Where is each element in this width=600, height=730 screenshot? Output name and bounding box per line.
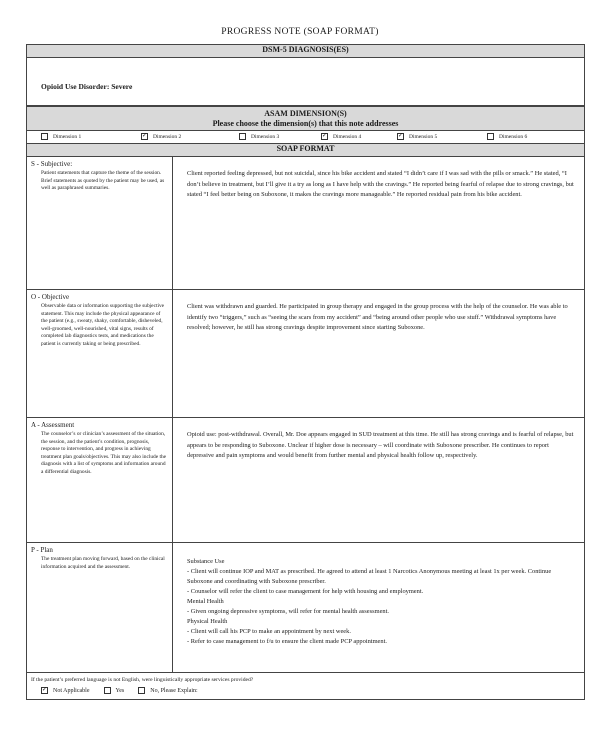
dimension-4[interactable]: [321, 133, 361, 140]
dimension-1-checkbox[interactable]: [41, 133, 48, 140]
plan-line: - Given ongoing depressive symptoms, will refer for mental health assessment.: [187, 608, 389, 615]
assessment-heading: A - Assessment: [31, 421, 75, 429]
plan-note[interactable]: [187, 557, 577, 647]
assessment-note[interactable]: Opioid use: post-withdrawal. Overall, Mr. Doe appears engaged in SUD treatment at this time. He still has strong cravings and is fearful of relapse, but appears to be responding to Suboxone. Unclear if higher dose is necessary – will coordinate with Suboxone prescriber. He continues to report depressive and pain symptoms and would benefit from further mental and physical health follow up, respectively.: [187, 431, 574, 459]
dimension-3-label: Dimension 3: [251, 133, 280, 140]
plan-line-substance-use: Substance Use: [187, 558, 225, 565]
plan-heading: P - Plan: [31, 546, 53, 554]
document-title: PROGRESS NOTE (SOAP FORMAT): [221, 27, 379, 37]
language-services-question: If the patient’s preferred language is not English, were linguistically appropriate services provided?: [31, 677, 254, 683]
option-no-explain[interactable]: [138, 687, 198, 694]
dimension-2-label: Dimension 2: [153, 133, 182, 140]
dimension-6[interactable]: [487, 133, 527, 140]
dimension-2-checkbox[interactable]: ✓: [142, 133, 148, 139]
option-not-applicable[interactable]: [41, 687, 90, 694]
language-services-options: [41, 687, 212, 694]
objective-row: [27, 290, 584, 418]
objective-description: Observable data or information supporting the subjective statement. This may include the physical appearance of the patient (e.g., sweaty, shaky, comfortable, disheveled, well-groomed, well-nourished, vital signs, results of completed lab diagnostics tests, and medications the patient is currently taking or being prescribed.: [41, 303, 165, 347]
asam-header-block: [27, 106, 584, 131]
form-frame: [26, 44, 585, 700]
subjective-note[interactable]: Client reported feeling depressed, but not suicidal, since his bike accident and stated “I didn’t care if I was sad with the pills or smack.” He stated, “I don’t believe in treatment, but I’ll give it a try as long as I have help with the cravings.” He reported being fearful of relapse due to strong cravings, but stated “I feel better being on Suboxone, it makes the cravings more manageable.” He reported residual pain from his bike accident.: [187, 170, 574, 198]
plan-label-cell: [27, 543, 173, 672]
objective-label-cell: [27, 290, 173, 417]
dimension-2[interactable]: [141, 133, 181, 140]
plan-line: - Client will call his PCP to make an appointment by next week.: [187, 628, 351, 635]
dimension-1-label: Dimension 1: [53, 133, 82, 140]
subjective-label-cell: [27, 157, 173, 289]
dsm-diagnosis-box: [27, 58, 584, 106]
objective-note[interactable]: Client was withdrawn and guarded. He participated in group therapy and engaged in the group process with the help of the counselor. He was able to identify two “triggers,” such as “seeing the scars from my accident” and “being around other people who use stuff.” Withdrawal symptoms have resolved; however, he still has strong cravings despite improvement since starting Suboxone.: [187, 303, 568, 331]
plan-line-physical-health: Physical Health: [187, 618, 228, 625]
objective-heading: O - Objective: [31, 293, 70, 301]
subjective-heading: S - Subjective:: [31, 160, 73, 168]
asam-dimensions-row: [27, 131, 584, 144]
yes-label: Yes: [115, 687, 125, 694]
plan-line: - Refer to case management to f/u to ensure the client made PCP appointment.: [187, 638, 387, 645]
yes-checkbox[interactable]: [104, 687, 111, 694]
asam-subheader: Please choose the dimension(s) that this note addresses: [212, 119, 399, 128]
assessment-label-cell: [27, 418, 173, 542]
dimension-5[interactable]: [397, 133, 437, 140]
assessment-row: [27, 418, 584, 543]
no-explain-checkbox[interactable]: [138, 687, 145, 694]
subjective-row: [27, 157, 584, 290]
plan-line: - Counselor will refer the client to case management for help with housing and employment.: [187, 588, 424, 595]
not-applicable-label: Not Applicable: [53, 687, 90, 694]
dimension-5-checkbox[interactable]: ✓: [398, 133, 404, 139]
dimension-5-label: Dimension 5: [409, 133, 438, 140]
dimension-4-label: Dimension 4: [333, 133, 362, 140]
asam-header: ASAM DIMENSION(S): [264, 109, 347, 118]
plan-row: [27, 543, 584, 673]
dsm-header: DSM-5 DIAGNOSIS(ES): [27, 45, 584, 58]
plan-line-mental-health: Mental Health: [187, 598, 224, 605]
plan-line: - Client will continue IOP and MAT as prescribed. He agreed to attend at least 1 Narcotics Anonymous meeting at least 1x per week. Continue Suboxone and coordinating with Suboxone prescriber.: [187, 568, 552, 585]
dimension-4-checkbox[interactable]: ✓: [322, 133, 328, 139]
soap-header: SOAP FORMAT: [27, 144, 584, 157]
assessment-description: The counselor’s or clinician’s assessment of the situation, the session, and the patient’s condition, prognosis, response to intervention, and progress in achieving treatment plan goals/objectives. This may also include the diagnosis with a list of symptoms and information around a differential diagnosis.: [41, 431, 167, 475]
option-yes[interactable]: [104, 687, 125, 694]
no-explain-label: No, Please Explain:: [150, 687, 198, 694]
dimension-3[interactable]: [239, 133, 279, 140]
not-applicable-checkbox[interactable]: ✓: [42, 687, 48, 693]
dimension-6-label: Dimension 6: [499, 133, 528, 140]
dsm-diagnosis: Opioid Use Disorder: Severe: [41, 82, 133, 91]
dimension-3-checkbox[interactable]: [239, 133, 246, 140]
subjective-description: Patient statements that capture the theme of the session. Brief statements as quoted by the patient may be used, as well as paraphrased summaries.: [41, 170, 165, 191]
dimension-1[interactable]: [41, 133, 81, 140]
plan-description: The treatment plan moving forward, based on the clinical information acquired and the assessment.: [41, 556, 165, 570]
dimension-6-checkbox[interactable]: [487, 133, 494, 140]
